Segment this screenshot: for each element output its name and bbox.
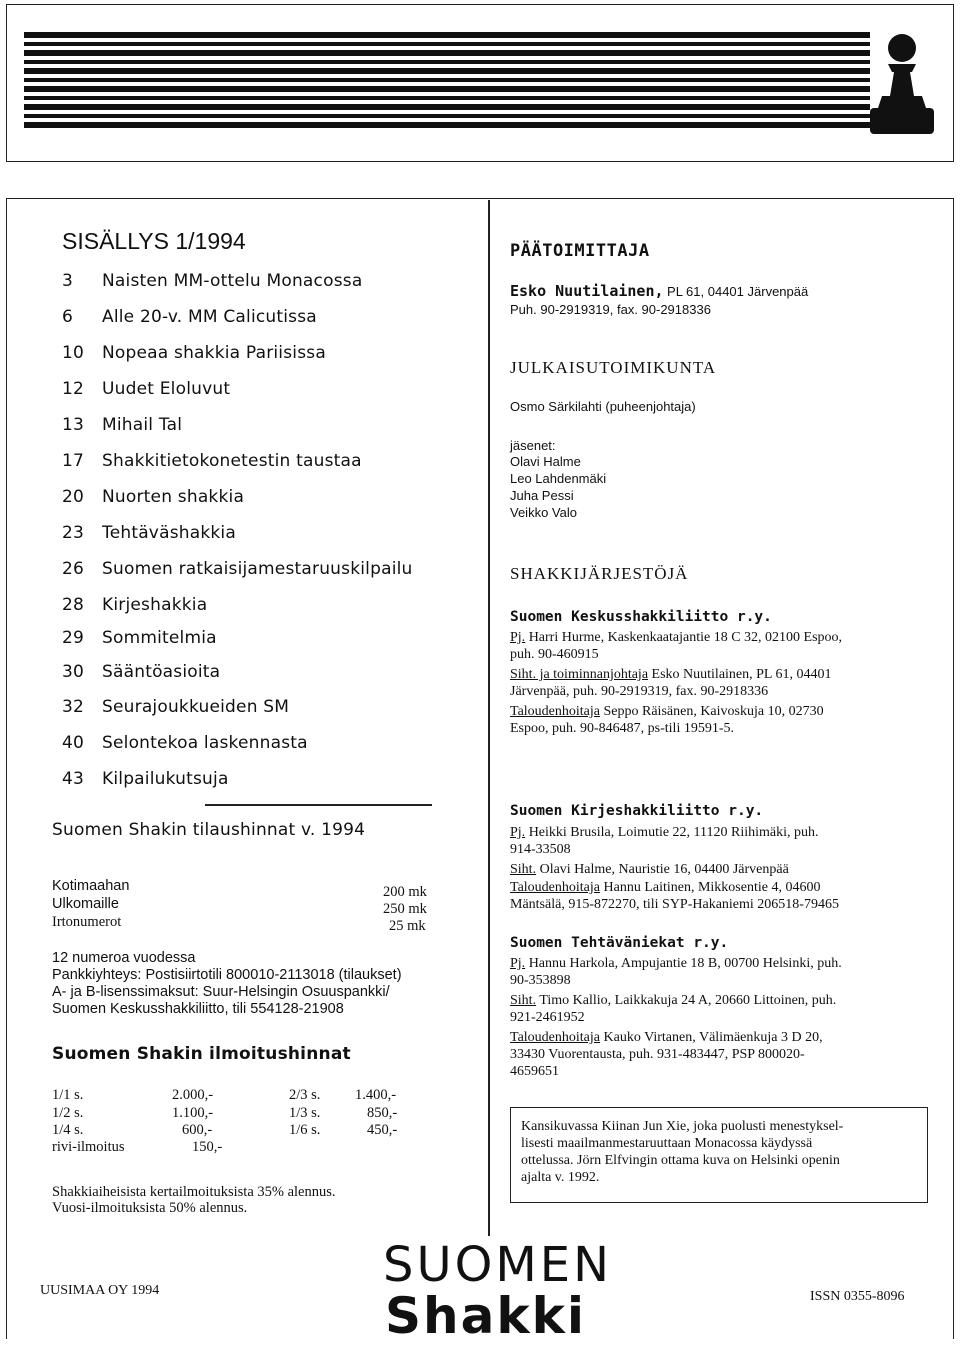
ad-size: 1/6 s. (289, 1122, 321, 1138)
magazine-logo-line1: SUOMEN (383, 1237, 613, 1293)
cover-caption (510, 1107, 928, 1203)
committee-chair: Osmo Särkilahti (puheenjohtaja) (510, 399, 696, 414)
ads-note: Shakkiaiheisista kertailmoituksista 35% alennus. (52, 1184, 336, 1200)
subscription-line: Pankkiyhteys: Postisiirtotili 800010-2113018 (tilaukset) (52, 967, 402, 983)
cover-caption-line: Kansikuvassa Kiinan Jun Xie, joka puolusti menestyksel- (521, 1119, 844, 1134)
section-rule (205, 804, 432, 806)
org-line: Siht. ja toiminnanjohtaja Esko Nuutilainen, PL 61, 04401 (510, 667, 832, 682)
subscription-price: 250 mk (383, 901, 427, 917)
org-line: Järvenpää, puh. 90-2919319, fax. 90-2918336 (510, 684, 769, 699)
org-line: Siht. Timo Kallio, Laikkakuja 24 A, 20660 Littoinen, puh. (510, 993, 837, 1008)
committee-heading: JULKAISUTOIMIKUNTA (510, 358, 717, 377)
ad-price: 1.400,- (355, 1087, 397, 1103)
org-line: Siht. Olavi Halme, Nauristie 16, 04400 Järvenpää (510, 862, 789, 877)
org-line: Pj. Heikki Brusila, Loimutie 22, 11120 Riihimäki, puh. (510, 825, 819, 840)
subscription-price: 25 mk (389, 918, 426, 934)
editor-info: Esko Nuutilainen, PL 61, 04401 Järvenpää (510, 282, 809, 300)
header-stripes (24, 28, 870, 132)
committee-member: Veikko Valo (510, 505, 577, 520)
subscription-price: 200 mk (383, 884, 427, 900)
issn: ISSN 0355-8096 (810, 1289, 905, 1304)
magazine-logo-line2: Shakki (385, 1287, 586, 1345)
org-line: Taloudenhoitaja Hannu Laitinen, Mikkosentie 4, 04600 (510, 880, 821, 895)
orgs-heading: SHAKKIJÄRJESTÖJÄ (510, 564, 689, 583)
ad-price: 1.100,- (172, 1105, 214, 1121)
ad-size: 1/2 s. (52, 1105, 84, 1121)
org-line: Taloudenhoitaja Seppo Räisänen, Kaivoskuja 10, 02730 (510, 704, 824, 719)
org-line: Pj. Harri Hurme, Kaskenkaatajantie 18 C 32, 02100 Espoo, (510, 630, 843, 645)
org-line: puh. 90-460915 (510, 647, 599, 662)
ad-price: 2.000,- (172, 1087, 214, 1103)
committee-member: Olavi Halme (510, 454, 581, 469)
subscription-label: Ulkomaille (52, 896, 119, 912)
ad-size: 2/3 s. (289, 1087, 321, 1103)
printer-credit: UUSIMAA OY 1994 (40, 1283, 160, 1298)
subscription-title: Suomen Shakin tilaushinnat v. 1994 (52, 820, 366, 840)
org-line: Mäntsälä, 915-872270, tili SYP-Hakaniemi 206518-79465 (510, 897, 839, 912)
org-line: 4659651 (510, 1064, 559, 1079)
ad-size: 1/1 s. (52, 1087, 84, 1103)
subscription-line: Suomen Keskusshakkiliitto, tili 554128-21908 (52, 1001, 344, 1017)
ad-size: 1/3 s. (289, 1105, 321, 1121)
org-name: Suomen Kirjeshakkiliitto r.y. (510, 803, 764, 819)
column-divider (488, 200, 490, 1236)
org-name: Suomen Keskusshakkiliitto r.y. (510, 609, 772, 625)
org-line: Espoo, puh. 90-846487, ps-tili 19591-5. (510, 721, 734, 736)
cover-caption-line: ajalta v. 1992. (521, 1170, 600, 1185)
org-line: 921-2461952 (510, 1010, 585, 1025)
org-line: Taloudenhoitaja Kauko Virtanen, Välimäenkuja 3 D 20, (510, 1030, 823, 1045)
committee-members-label: jäsenet: (510, 438, 556, 453)
org-line: 914-33508 (510, 842, 571, 857)
ads-title: Suomen Shakin ilmoitushinnat (52, 1044, 351, 1064)
ad-size: rivi-ilmoitus (52, 1139, 125, 1155)
ad-price: 850,- (367, 1105, 398, 1121)
subscription-line: 12 numeroa vuodessa (52, 950, 196, 966)
toc-title: SISÄLLYS 1/1994 (62, 228, 246, 254)
org-name: Suomen Tehtäväniekat r.y. (510, 935, 729, 951)
subscription-label: Irtonumerot (52, 914, 122, 930)
cover-caption-line: lisesti maailmanmestaruuttaan Monacossa käydyssä (521, 1136, 813, 1151)
ad-price: 150,- (192, 1139, 223, 1155)
editor-contact: Puh. 90-2919319, fax. 90-2918336 (510, 302, 711, 317)
ad-size: 1/4 s. (52, 1122, 84, 1138)
committee-member: Juha Pessi (510, 488, 574, 503)
org-line: 90-353898 (510, 973, 571, 988)
org-line: 33430 Vuorentausta, puh. 931-483447, PSP 800020- (510, 1047, 805, 1062)
org-line: Pj. Hannu Harkola, Ampujantie 18 B, 00700 Helsinki, puh. (510, 956, 842, 971)
editor-heading: PÄÄTOIMITTAJA (510, 241, 650, 261)
subscription-label: Kotimaahan (52, 878, 130, 894)
ads-note: Vuosi-ilmoituksista 50% alennus. (52, 1200, 248, 1216)
cover-caption-line: ottelussa. Jörn Elfvingin ottama kuva on Helsinki openin (521, 1153, 840, 1168)
subscription-line: A- ja B-lisenssimaksut: Suur-Helsingin Osuuspankki/ (52, 984, 390, 1000)
committee-member: Leo Lahdenmäki (510, 471, 607, 486)
chess-pawn-icon (848, 26, 940, 138)
ad-price: 600,- (182, 1122, 213, 1138)
ad-price: 450,- (367, 1122, 398, 1138)
